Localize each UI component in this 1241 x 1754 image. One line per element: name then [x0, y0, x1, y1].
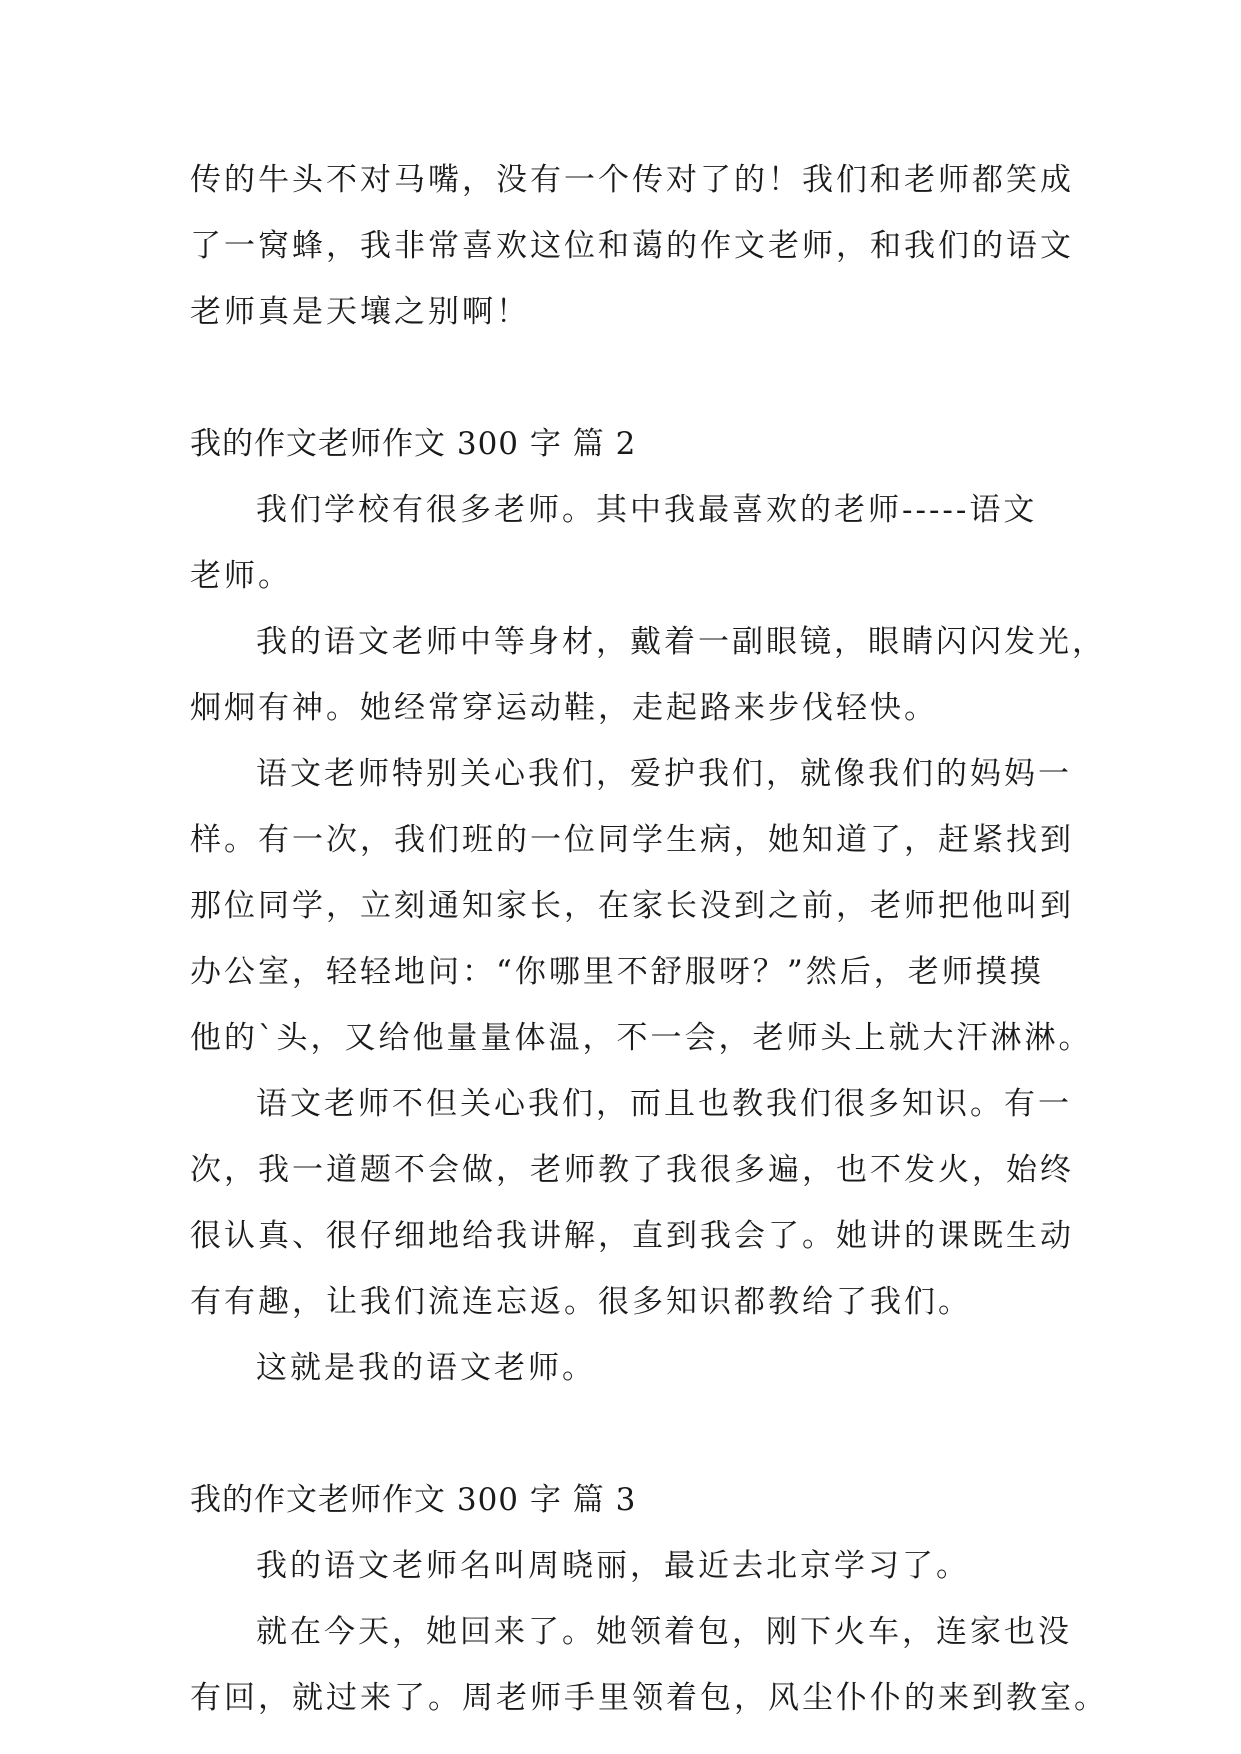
- paragraph-line: 有有趣，让我们流连忘返。很多知识都教给了我们。: [190, 1284, 972, 1320]
- paragraph-line: 我的语文老师名叫周晓丽，最近去北京学习了。: [256, 1548, 970, 1584]
- paragraph-line: 炯炯有神。她经常穿运动鞋，走起路来步伐轻快。: [190, 690, 938, 726]
- paragraph-line: 我的语文老师中等身材，戴着一副眼镜，眼睛闪闪发光，: [256, 624, 1106, 660]
- paragraph-line: 办公室，轻轻地问：“你哪里不舒服呀？”然后，老师摸摸: [190, 954, 1044, 990]
- section-heading: 我的作文老师作文 300 字 篇 3: [190, 1482, 637, 1518]
- paragraph-line: 那位同学，立刻通知家长，在家长没到之前，老师把他叫到: [190, 888, 1074, 924]
- paragraph-line: 传的牛头不对马嘴，没有一个传对了的！我们和老师都笑成: [190, 162, 1074, 198]
- paragraph-line: 样。有一次，我们班的一位同学生病，她知道了，赶紧找到: [190, 822, 1074, 858]
- paragraph-line: 有回，就过来了。周老师手里领着包，风尘仆仆的来到教室。: [190, 1680, 1108, 1716]
- paragraph-line: 语文老师不但关心我们，而且也教我们很多知识。有一: [256, 1086, 1072, 1122]
- document-body: [190, 158, 1108, 1742]
- paragraph-line: 他的`头，又给他量量体温，不一会，老师头上就大汗淋淋。: [190, 1020, 1093, 1056]
- section-heading: 我的作文老师作文 300 字 篇 2: [190, 426, 637, 462]
- paragraph-line: 我们学校有很多老师。其中我最喜欢的老师-----语文: [256, 492, 1038, 528]
- paragraph-line: 次，我一道题不会做，老师教了我很多遍，也不发火，始终: [190, 1152, 1074, 1188]
- paragraph-line: 老师真是天壤之别啊！: [190, 294, 530, 330]
- paragraph-line: 就在今天，她回来了。她领着包，刚下火车，连家也没: [256, 1614, 1072, 1650]
- section-gap: [190, 356, 1060, 422]
- paragraph-line: 老师。: [190, 558, 292, 594]
- section-gap: [190, 1412, 1060, 1478]
- paragraph-line: 很认真、很仔细地给我讲解，直到我会了。她讲的课既生动: [190, 1218, 1074, 1254]
- paragraph-line: 语文老师特别关心我们，爱护我们，就像我们的妈妈一: [256, 756, 1072, 792]
- paragraph-line: 这就是我的语文老师。: [256, 1350, 596, 1386]
- paragraph-line: 了一窝蜂，我非常喜欢这位和蔼的作文老师，和我们的语文: [190, 228, 1074, 264]
